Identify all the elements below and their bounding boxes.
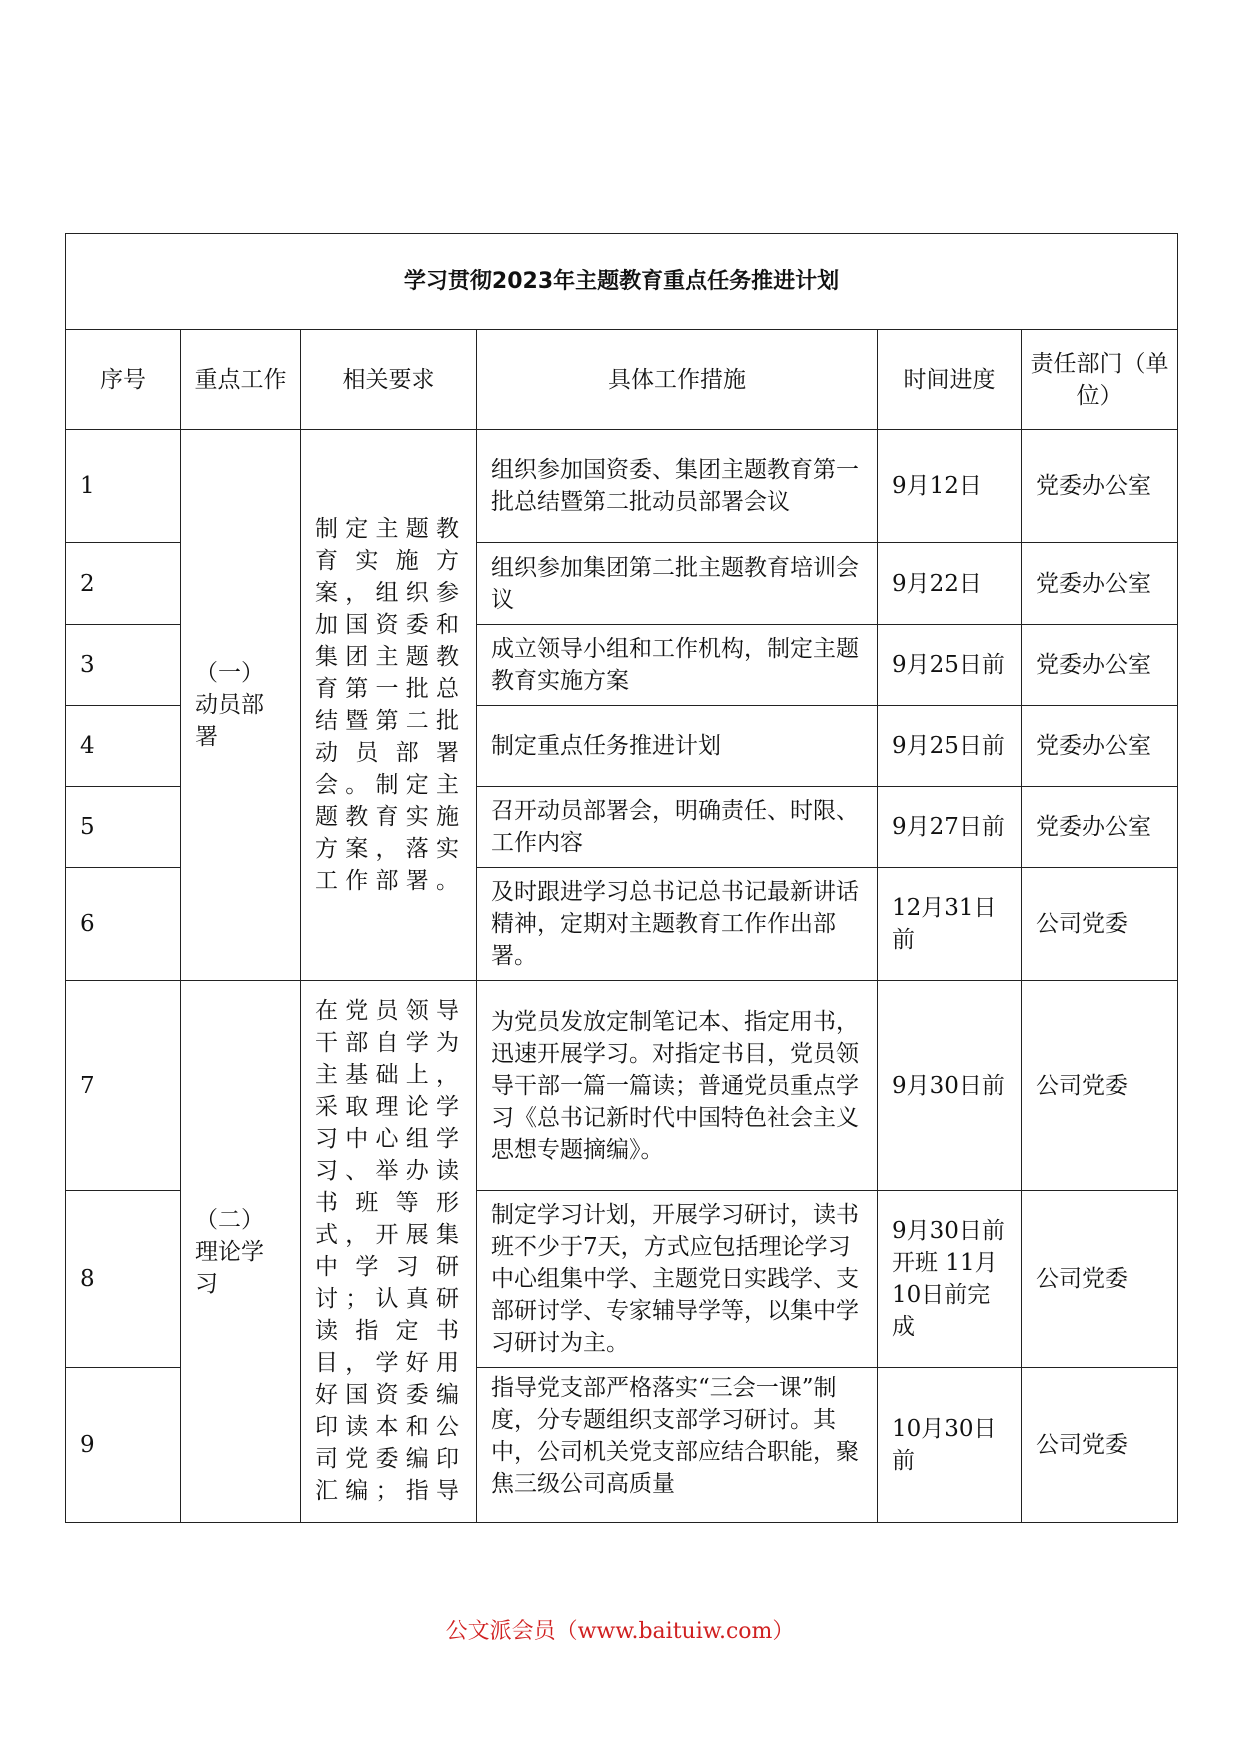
- measure-cell: 制定学习计划，开展学习研讨，读书班不少于7天，方式应包括理论学习中心组集中学、主题党日实践学、支部研讨学、专家辅导学等，以集中学习研讨为主。: [477, 1191, 878, 1368]
- row-number: 3: [66, 625, 181, 706]
- dept-cell: 公司党委: [1022, 868, 1178, 981]
- measure-cell: 指导党支部严格落实“三会一课”制度，分专题组织支部学习研讨。其中，公司机关党支部应结合职能，聚焦三级公司高质量: [477, 1368, 878, 1523]
- requirement-cell: 制定主题教育实施方案，组织参加国资委和集团主题教育第一批总结暨第二批动员部署会。制定主题教育实施方案，落实工作部署。: [301, 430, 477, 981]
- row-number: 1: [66, 430, 181, 543]
- header-measure: 具体工作措施: [477, 330, 878, 430]
- measure-cell: 及时跟进学习总书记总书记最新讲话精神，定期对主题教育工作作出部署。: [477, 868, 878, 981]
- plan-table: [65, 233, 1178, 1523]
- key-work-cell: （二）理论学习: [181, 981, 301, 1523]
- dept-cell: 党委办公室: [1022, 430, 1178, 543]
- time-cell: 9月27日前: [878, 787, 1022, 868]
- measure-cell: 组织参加国资委、集团主题教育第一批总结暨第二批动员部署会议: [477, 430, 878, 543]
- dept-cell: 党委办公室: [1022, 706, 1178, 787]
- time-cell: 10月30日前: [878, 1368, 1022, 1523]
- header-no: 序号: [66, 330, 181, 430]
- time-cell: 9月12日: [878, 430, 1022, 543]
- header-time: 时间进度: [878, 330, 1022, 430]
- time-cell: 9月30日前开班 11月10日前完成: [878, 1191, 1022, 1368]
- time-cell: 9月22日: [878, 543, 1022, 625]
- row-number: 4: [66, 706, 181, 787]
- key-work-cell: （一）动员部署: [181, 430, 301, 981]
- measure-cell: 制定重点任务推进计划: [477, 706, 878, 787]
- time-cell: 12月31日前: [878, 868, 1022, 981]
- row-number: 9: [66, 1368, 181, 1523]
- footer-watermark: 公文派会员（www.baituiw.com）: [445, 1619, 795, 1644]
- dept-cell: 党委办公室: [1022, 625, 1178, 706]
- dept-cell: 公司党委: [1022, 981, 1178, 1191]
- row-number: 8: [66, 1191, 181, 1368]
- row-number: 2: [66, 543, 181, 625]
- dept-cell: 公司党委: [1022, 1368, 1178, 1523]
- row-number: 6: [66, 868, 181, 981]
- row-number: 7: [66, 981, 181, 1191]
- time-cell: 9月30日前: [878, 981, 1022, 1191]
- header-requirement: 相关要求: [301, 330, 477, 430]
- measure-cell: 成立领导小组和工作机构，制定主题教育实施方案: [477, 625, 878, 706]
- table-row: [66, 981, 1178, 1191]
- row-number: 5: [66, 787, 181, 868]
- table-row: [66, 430, 1178, 543]
- time-cell: 9月25日前: [878, 625, 1022, 706]
- dept-cell: 公司党委: [1022, 1191, 1178, 1368]
- table-title: 学习贯彻2023年主题教育重点任务推进计划: [66, 234, 1178, 330]
- header-key-work: 重点工作: [181, 330, 301, 430]
- header-dept: 责任部门（单位）: [1022, 330, 1178, 430]
- measure-cell: 为党员发放定制笔记本、指定用书，迅速开展学习。对指定书目，党员领导干部一篇一篇读；普通党员重点学习《总书记新时代中国特色社会主义思想专题摘编》。: [477, 981, 878, 1191]
- measure-cell: 组织参加集团第二批主题教育培训会议: [477, 543, 878, 625]
- dept-cell: 党委办公室: [1022, 787, 1178, 868]
- dept-cell: 党委办公室: [1022, 543, 1178, 625]
- requirement-cell: 在党员领导干部自学为主基础上，采取理论学习中心组学习、举办读书班等形式，开展集中学习研讨；认真研读指定书目，学好用好国资委编印读本和公司党委编印汇编；指导: [301, 981, 477, 1523]
- time-cell: 9月25日前: [878, 706, 1022, 787]
- measure-cell: 召开动员部署会，明确责任、时限、工作内容: [477, 787, 878, 868]
